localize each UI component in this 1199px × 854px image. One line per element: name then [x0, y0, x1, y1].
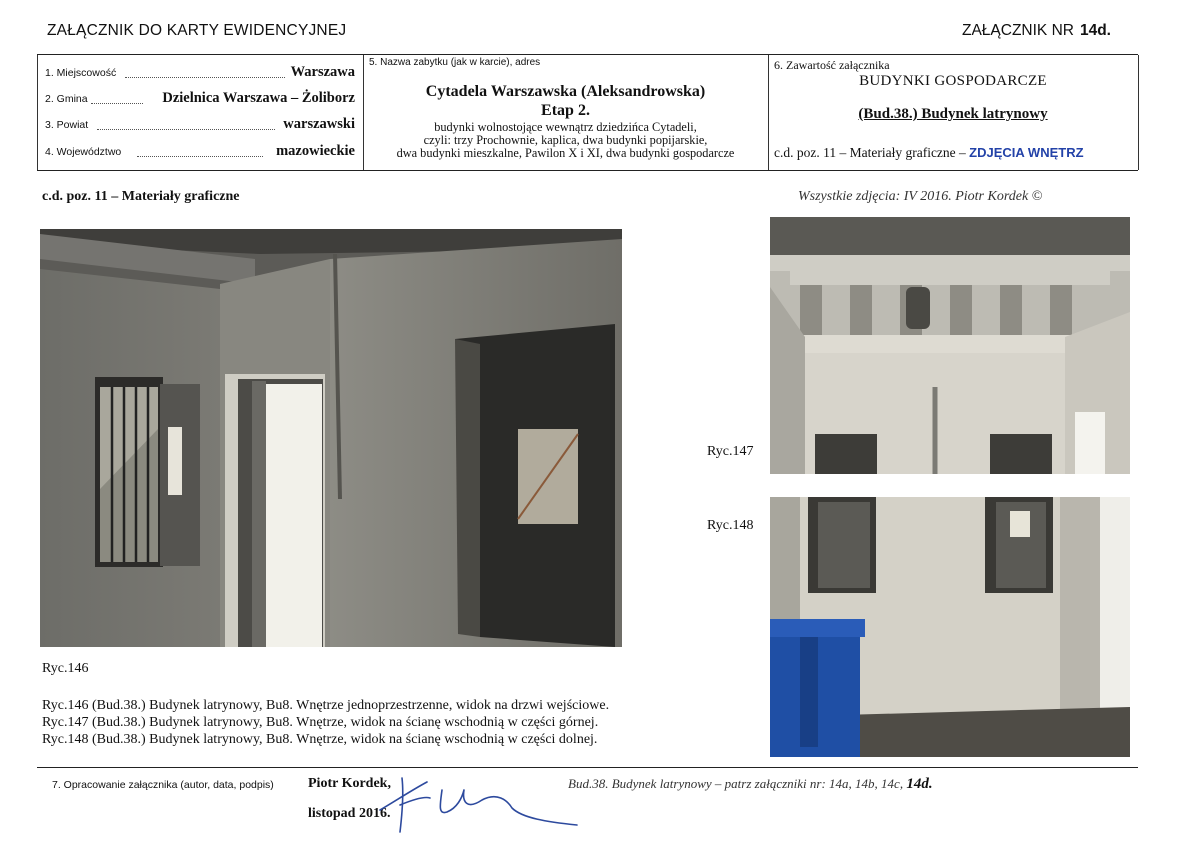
footer-divider — [37, 767, 1138, 768]
location-row — [45, 139, 355, 161]
caption-ryc147: Ryc.147 — [707, 444, 754, 459]
location-value: mazowieckie — [276, 143, 355, 159]
monument-stage: Etap 2. — [541, 102, 590, 119]
monument-label: 5. Nazwa zabytku (jak w karcie), adres — [369, 57, 541, 68]
dotted-leader — [91, 103, 143, 104]
caption-ryc148: Ryc.148 — [707, 518, 754, 533]
photo-description-line: Ryc.148 (Bud.38.) Budynek latrynowy, Bu8. Wnętrze, widok na ścianę wschodnią w części dolnej. — [42, 732, 598, 747]
contents-position-highlight: ZDJĘCIA WNĘTRZ — [969, 145, 1084, 160]
photo-ryc148 — [770, 497, 1130, 757]
location-row — [45, 86, 355, 108]
location-label: 2. Gmina — [45, 93, 88, 105]
section-title: c.d. poz. 11 – Materiały graficzne — [42, 189, 240, 204]
attachment-references — [568, 776, 933, 793]
location-column — [37, 55, 363, 170]
location-value: Dzielnica Warszawa – Żoliborz — [162, 90, 355, 106]
photo-description-line: Ryc.146 (Bud.38.) Budynek latrynowy, Bu8. Wnętrze jednoprzestrzenne, widok na drzwi wejściowe. — [42, 698, 610, 713]
attachment-references-current: 14d. — [906, 776, 933, 792]
contents-building: (Bud.38.) Budynek latrynowy — [858, 106, 1048, 122]
photo-ryc147 — [770, 217, 1130, 474]
contents-column — [768, 55, 1138, 170]
signature-image — [372, 770, 592, 840]
contents-category: BUDYNKI GOSPODARCZE — [859, 73, 1047, 89]
location-row — [45, 60, 355, 82]
monument-column — [363, 55, 768, 170]
table-border-right — [1138, 55, 1139, 170]
monument-name: Cytadela Warszawska (Aleksandrowska) — [425, 83, 706, 100]
photo-ryc146 — [40, 229, 622, 647]
monument-description-line: czyli: trzy Prochownie, kaplica, dwa budynki popijarskie, — [423, 133, 708, 147]
caption-ryc146: Ryc.146 — [42, 661, 89, 676]
prepared-by-label: 7. Opracowanie załącznika (autor, data, podpis) — [52, 779, 274, 791]
location-value: Warszawa — [290, 64, 355, 80]
interior-entrance-image — [40, 229, 622, 647]
attachment-number-prefix: ZAŁĄCZNIK NR — [962, 22, 1074, 39]
monument-description — [363, 121, 768, 160]
contents-label: 6. Zawartość załącznika — [774, 58, 890, 72]
location-label: 3. Powiat — [45, 119, 89, 131]
location-label: 1. Miejscowość — [45, 67, 117, 79]
contents-position-prefix: c.d. poz. 11 – Materiały graficzne – — [774, 145, 970, 160]
author-name: Piotr Kordek, — [308, 776, 391, 791]
location-row — [45, 112, 355, 134]
attachment-number — [962, 22, 1111, 40]
dotted-leader — [125, 77, 285, 78]
attachment-title: ZAŁĄCZNIK DO KARTY EWIDENCYJNEJ — [47, 22, 347, 39]
interior-lower-wall-image — [770, 497, 1130, 757]
form-table — [37, 54, 1138, 171]
interior-upper-wall-image — [770, 217, 1130, 474]
attachment-references-text: Bud.38. Budynek latrynowy – patrz załączniki nr: 14a, 14b, 14c, — [568, 776, 907, 791]
location-value: warszawski — [283, 116, 355, 132]
location-label: 4. Województwo — [45, 146, 122, 158]
photo-credit: Wszystkie zdjęcia: IV 2016. Piotr Kordek © — [798, 189, 1043, 204]
photo-description-line: Ryc.147 (Bud.38.) Budynek latrynowy, Bu8. Wnętrze, widok na ścianę wschodnią w części górnej. — [42, 715, 599, 730]
dotted-leader — [97, 129, 275, 130]
dotted-leader — [137, 156, 263, 157]
prepared-date: listopad 2016. — [308, 806, 391, 821]
monument-description-line: budynki wolnostojące wewnątrz dziedzińca Cytadeli, — [434, 120, 697, 134]
contents-position — [774, 145, 1084, 161]
photo-descriptions — [42, 697, 609, 748]
attachment-number-value: 14d. — [1079, 22, 1111, 39]
monument-description-line: dwa budynki mieszkalne, Pawilon X i XI, dwa budynki gospodarcze — [396, 146, 735, 160]
